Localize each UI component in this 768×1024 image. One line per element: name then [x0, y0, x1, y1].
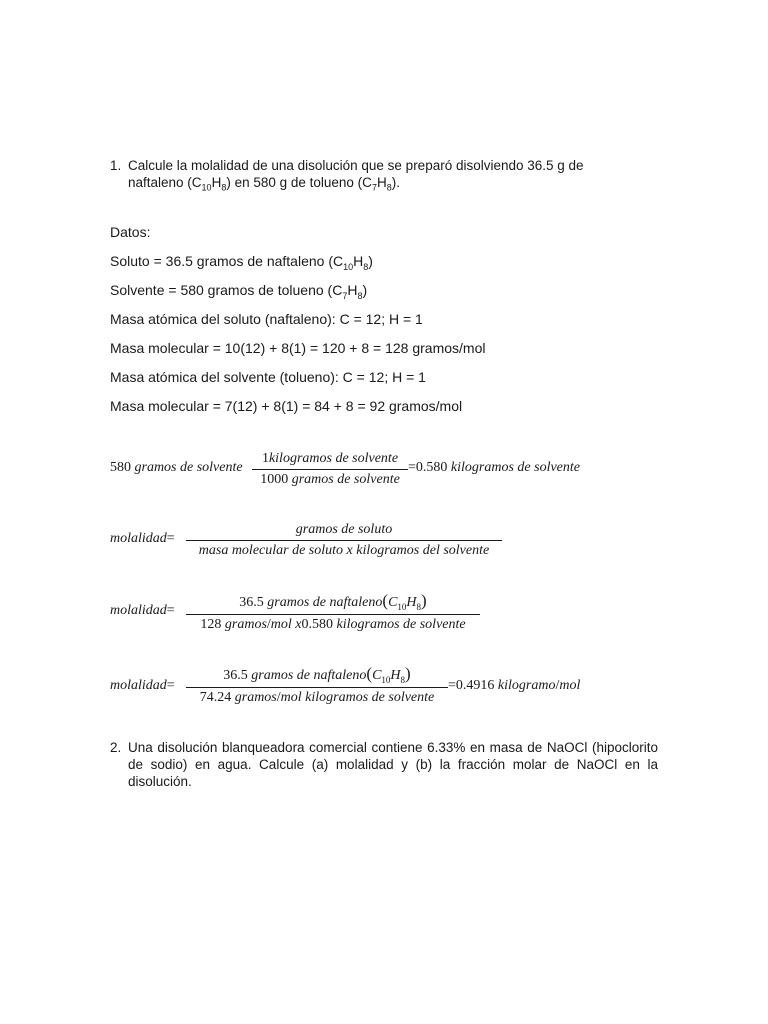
eq2-fraction: gramos de soluto masa molecular de soluto x kilogramos del solvente [186, 522, 502, 559]
question-2 [110, 739, 658, 790]
datos-solvente: Solvente = 580 gramos de tolueno $(C_7H_8)$ [110, 282, 368, 301]
eq4-lhs: molalidad= [110, 678, 175, 693]
eq4-rhs: =0.4916 kilogramo/mol [448, 678, 581, 693]
question-1 [110, 157, 658, 197]
question-number: 2. [110, 740, 122, 755]
eq4-fraction: 36.5 gramos de $naftaleno(C_{10}H_8)$ 74.24 gramos/mol kilogramos de solvente [186, 664, 448, 706]
question-text [128, 157, 658, 197]
eq3-lhs: molalidad= [110, 603, 175, 618]
eq1-rhs: =0.580 kilogramos de solvente [408, 460, 580, 475]
eq3-fraction: 36.5 gramos de $naftaleno(C_{10}H_8)$ 128 gramos/mol x0.580 kilogramos de solvente [186, 591, 480, 633]
datos-masa-atomica-soluto: Masa atómica del soluto (naftaleno): C = 12; H = 1 [110, 311, 423, 327]
datos-soluto: Soluto = 36.5 gramos de naftaleno $(C_{10}H_8)$ [110, 253, 373, 272]
eq2-lhs: molalidad= [110, 531, 175, 546]
eq1-fraction: 1kilogramos de solvente 1000 gramos de solvente [252, 451, 408, 488]
eq1-lhs: 580 gramos de solvente [110, 460, 243, 475]
datos-heading: Datos: [110, 224, 151, 240]
datos-masa-molecular-soluto: Masa molecular = 10(12) + 8(1) = 120 + 8 = 128 gramos/mol [110, 340, 486, 356]
datos-masa-atomica-solvente: Masa atómica del solvente (tolueno): C = 12; H = 1 [110, 369, 426, 385]
question-number: 1. [110, 158, 122, 173]
question-line: naftaleno $(C_{10}H_8)$ en 580 g de tolueno $(C_7H_8)$. [128, 175, 400, 193]
question-line: Calcule la molalidad de una disolución que se preparó disolviendo 36.5 g de [128, 158, 584, 173]
datos-masa-molecular-solvente: Masa molecular = 7(12) + 8(1) = 84 + 8 = 92 gramos/mol [110, 398, 463, 414]
question-text: Una disolución blanqueadora comercial contiene 6.33% en masa de NaOCl (hipoclorito de sodio) en agua. Calcule (a) molalidad y (b) la fracción molar de NaOCl en la disolución. [128, 740, 658, 789]
